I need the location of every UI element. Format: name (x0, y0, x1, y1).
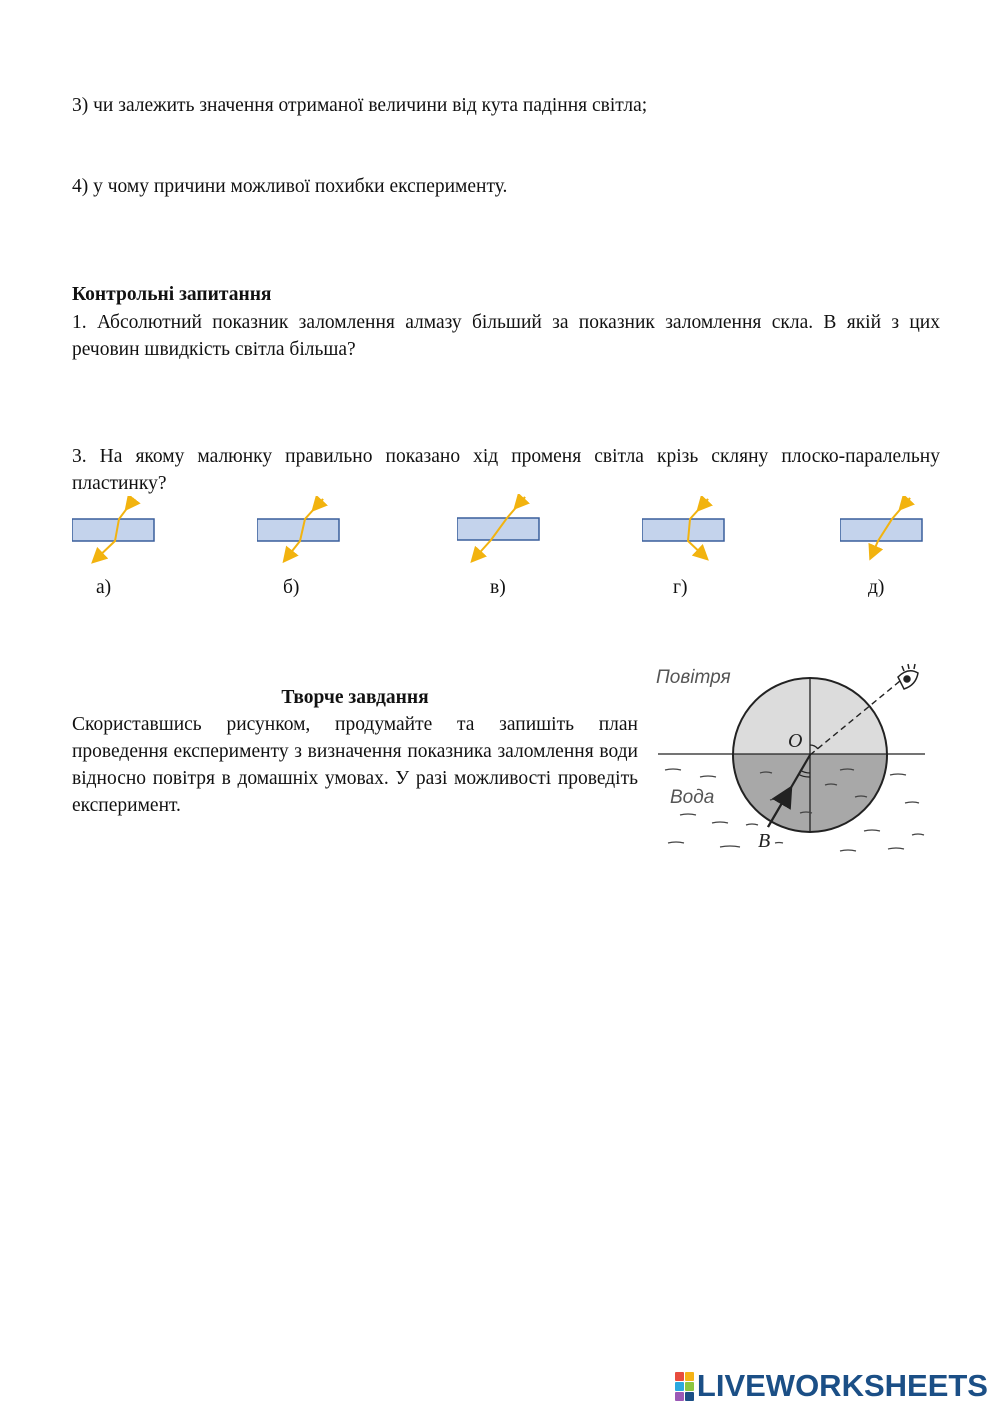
item-3-text: 3) чи залежить значення отриманої величини від кута падіння світла; (72, 95, 648, 116)
option-a-label: а) (96, 577, 112, 598)
option-v-figure (457, 494, 541, 566)
point-b-label: B (758, 830, 771, 852)
logo-mark-icon (675, 1372, 694, 1401)
eye-icon (898, 664, 918, 689)
option-d-figure (840, 496, 924, 566)
question-1-text: 1. Абсолютний показник заломлення алмазу більший за показник заломлення скла. В якій з цих речовин швидкість світла більша? (72, 312, 940, 360)
water-label: Вода (670, 787, 715, 808)
option-b-figure (257, 496, 341, 566)
option-g-label: г) (673, 577, 688, 598)
creative-task-text: Скориставшись рисунком, продумайте та запишіть план проведення експерименту з визначення показника заломлення води відносно повітря в домашніх умовах. У разі можливості проведіть експеримент. (72, 714, 638, 816)
option-g-figure (642, 496, 726, 566)
point-o-label: O (788, 730, 803, 752)
creative-task-heading: Творче завдання (281, 687, 429, 708)
option-a-figure (72, 496, 156, 566)
option-b-label: б) (283, 577, 300, 598)
option-v-label: в) (490, 577, 506, 598)
question-3-text: 3. На якому малюнку правильно показано хід променя світла крізь скляну плоско-паралельну пластинку? (72, 446, 940, 494)
option-d-label: д) (868, 577, 885, 598)
air-label: Повітря (656, 667, 731, 688)
refraction-diagram (650, 655, 940, 865)
liveworksheets-logo (675, 1368, 988, 1404)
item-4-text: 4) у чому причини можливої похибки експерименту. (72, 176, 508, 197)
logo-text: LIVEWORKSHEETS (696, 1368, 988, 1403)
control-questions-heading: Контрольні запитання (72, 284, 272, 305)
